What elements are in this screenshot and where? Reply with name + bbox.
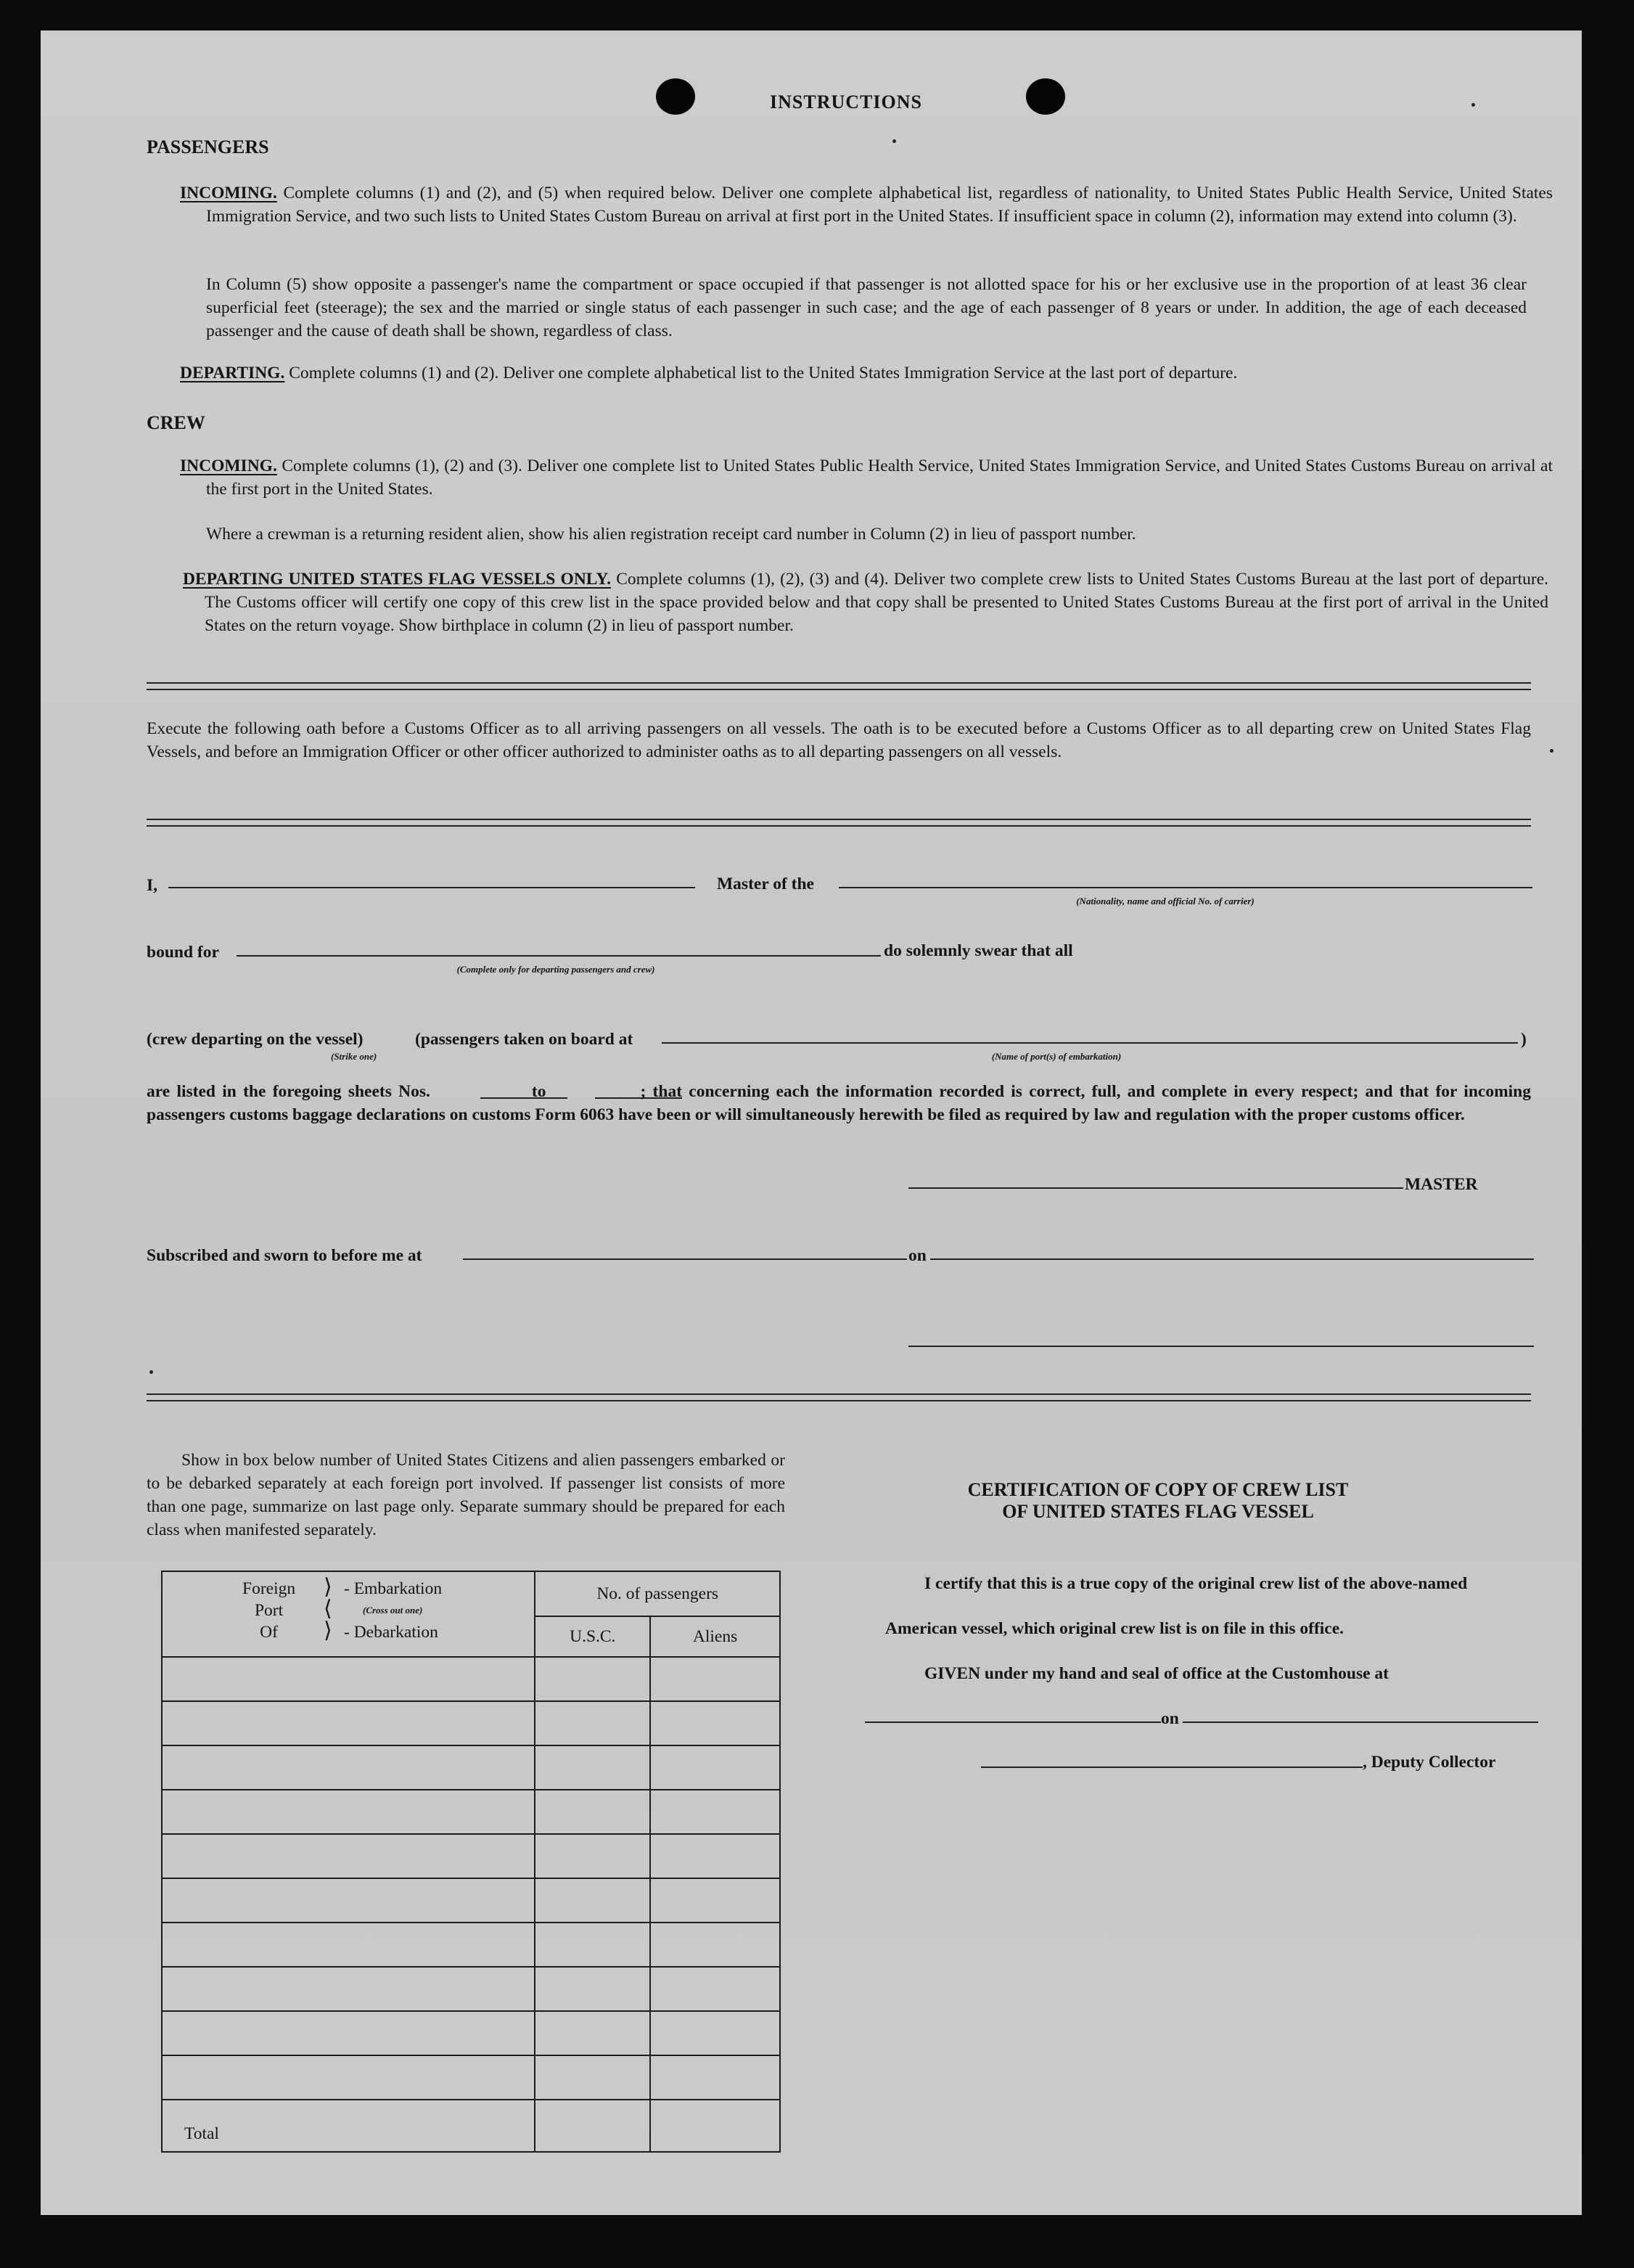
passenger-summary-table <box>161 1571 781 2153</box>
port-cell[interactable] <box>162 1834 535 1878</box>
oath-passengers-taken-label: (passengers taken on board at <box>415 1030 633 1049</box>
crew-incoming-paragraph <box>180 454 1553 501</box>
port-cell[interactable] <box>162 1923 535 1967</box>
table-row <box>162 1790 780 1834</box>
aliens-cell[interactable] <box>650 2055 780 2100</box>
table-row <box>162 1878 780 1923</box>
deputy-signature-field[interactable] <box>981 1766 1363 1768</box>
aliens-cell[interactable] <box>650 1657 780 1701</box>
oath-crew-departing-label: (crew departing on the vessel) <box>147 1030 364 1049</box>
certification-date-field[interactable] <box>1183 1722 1538 1723</box>
aliens-cell[interactable] <box>650 1967 780 2011</box>
table-row <box>162 1834 780 1878</box>
usc-total-cell[interactable] <box>535 2100 650 2152</box>
crew-departing-label: DEPARTING UNITED STATES FLAG VESSELS ONLY. <box>183 570 612 589</box>
usc-cell[interactable] <box>535 1834 650 1878</box>
section-divider <box>147 819 1531 827</box>
nationality-caption: (Nationality, name and official No. of carrier) <box>1076 896 1255 906</box>
aliens-cell[interactable] <box>650 1878 780 1923</box>
aliens-cell[interactable] <box>650 1923 780 1967</box>
usc-header: U.S.C. <box>535 1616 650 1657</box>
table-row <box>162 1923 780 1967</box>
aliens-header: Aliens <box>650 1616 780 1657</box>
col-of: Of <box>260 1623 278 1642</box>
table-row <box>162 1967 780 2011</box>
col-foreign: Foreign <box>242 1579 296 1598</box>
total-label: Total <box>162 2100 535 2152</box>
table-row <box>162 2011 780 2055</box>
oath-i-label: I, <box>147 876 158 895</box>
master-signature-field[interactable] <box>908 1187 1403 1189</box>
crew-incoming-text: Complete columns (1), (2) and (3). Deliver one complete list to United States Public Health Service, United States Immigration Service, and United States Customs Bureau on arrival at the first port in the United States. <box>206 457 1553 499</box>
col-port: Port <box>254 1601 284 1620</box>
crew-departing-text: Complete columns (1), (2), (3) and (4). Deliver two complete crew lists to United States Customs Bureau at the last port of departure. The Customs officer will certify one copy of this crew list in the space provided below and that copy shall be presented to United States Customs Bureau at the first port of arrival in the United States on the return voyage. Show birthplace in column (2) in lieu of passport number. <box>205 570 1548 635</box>
officer-signature-field[interactable] <box>908 1346 1534 1347</box>
port-embarkation-field[interactable] <box>662 1042 1518 1044</box>
aliens-total-cell[interactable] <box>650 2100 780 2152</box>
usc-cell[interactable] <box>535 2011 650 2055</box>
complete-caption: (Complete only for departing passengers and crew) <box>456 964 655 975</box>
usc-cell[interactable] <box>535 1745 650 1790</box>
table-row <box>162 1657 780 1701</box>
table-row <box>162 2055 780 2100</box>
port-cell[interactable] <box>162 2011 535 2055</box>
form-page <box>41 30 1582 2215</box>
paper-speck <box>892 139 896 143</box>
oath-listed-paragraph <box>147 1080 1531 1126</box>
master-signature-label: MASTER <box>1405 1175 1478 1194</box>
oath-master-of-label: Master of the <box>717 875 814 893</box>
crew-departing-paragraph <box>183 568 1548 637</box>
subscribed-date-field[interactable] <box>930 1258 1534 1260</box>
total-row <box>162 2100 780 2152</box>
usc-cell[interactable] <box>535 1701 650 1745</box>
passengers-departing-label: DEPARTING. <box>180 364 285 382</box>
certify-text: I certify that this is a true copy of the original crew list of the above-named <box>924 1574 1468 1593</box>
certification-on-label: on <box>1161 1709 1179 1728</box>
carrier-field[interactable] <box>839 887 1532 888</box>
strike-caption: (Strike one) <box>331 1051 377 1062</box>
customhouse-place-field[interactable] <box>865 1722 1161 1723</box>
master-name-field[interactable] <box>168 887 695 888</box>
certification-title-1: CERTIFICATION OF COPY OF CREW LIST <box>967 1479 1349 1500</box>
table-row <box>162 1701 780 1745</box>
given-text: GIVEN under my hand and seal of office at the Customhouse at <box>924 1664 1389 1683</box>
col-debarkation: - Debarkation <box>344 1623 438 1642</box>
section-divider <box>147 1393 1531 1401</box>
usc-cell[interactable] <box>535 1790 650 1834</box>
usc-cell[interactable] <box>535 1967 650 2011</box>
aliens-cell[interactable] <box>650 1790 780 1834</box>
aliens-cell[interactable] <box>650 1834 780 1878</box>
port-cell[interactable] <box>162 2055 535 2100</box>
usc-cell[interactable] <box>535 1878 650 1923</box>
deputy-collector-label: , Deputy Collector <box>1363 1753 1496 1772</box>
oath-listed-to: to <box>531 1082 546 1101</box>
col-embarkation: - Embarkation <box>344 1579 443 1598</box>
passengers-column5-paragraph: In Column (5) show opposite a passenger's name the compartment or space occupied if that passenger is not allotted space for his or her exclusive use in the proportion of at least 36 clear superficial feet (steerage); the sex and the married or single status of each passenger in such case; and the age of each passenger of 8 years or under. In addition, the age of each deceased passenger and the cause of death shall be shown, regardless of class. <box>206 275 1527 340</box>
foreign-port-header: Foreign Port Of ⟩ ⟨ ⟩ - Embarkation (Cross out one) - Debarkation <box>162 1571 535 1657</box>
passengers-departing-paragraph <box>180 361 1527 385</box>
port-cell[interactable] <box>162 1745 535 1790</box>
aliens-cell[interactable] <box>650 2011 780 2055</box>
oath-close-paren: ) <box>1521 1030 1527 1049</box>
usc-cell[interactable] <box>535 1657 650 1701</box>
col-cross: (Cross out one) <box>363 1605 423 1616</box>
summary-intro-paragraph: Show in box below number of United States Citizens and alien passengers embarked or to be debarked separately at each foreign port involved. If passenger list consists of more than one page, summarize on last page only. Separate summary should be prepared for each class when manifested separately. <box>147 1451 785 1539</box>
usc-cell[interactable] <box>535 1923 650 1967</box>
oath-swear-label: do solemnly swear that all <box>884 941 1073 960</box>
bound-for-field[interactable] <box>237 955 881 957</box>
aliens-cell[interactable] <box>650 1701 780 1745</box>
port-cell[interactable] <box>162 1878 535 1923</box>
no-passengers-header: No. of passengers <box>535 1571 780 1616</box>
crew-heading: CREW <box>147 412 205 433</box>
certification-title-2: OF UNITED STATES FLAG VESSEL <box>1002 1501 1314 1522</box>
crew-incoming-label: INCOMING. <box>180 457 277 475</box>
passengers-incoming-label: INCOMING. <box>180 184 277 202</box>
subscribed-on-label: on <box>908 1246 927 1265</box>
table-row <box>162 1745 780 1790</box>
port-cell[interactable] <box>162 1657 535 1701</box>
aliens-cell[interactable] <box>650 1745 780 1790</box>
punch-hole-right <box>1026 78 1065 115</box>
oath-listed-text-1: are listed in the foregoing sheets Nos. <box>147 1082 430 1101</box>
usc-cell[interactable] <box>535 2055 650 2100</box>
port-cell[interactable] <box>162 1790 535 1834</box>
passengers-heading: PASSENGERS <box>147 136 269 157</box>
paper-speck <box>1471 103 1475 107</box>
section-divider <box>147 682 1531 690</box>
port-cell[interactable] <box>162 1967 535 2011</box>
passengers-incoming-text: Complete columns (1) and (2), and (5) when required below. Deliver one complete alphabetical list, regardless of nationality, to United States Public Health Service, United States Immigration Service, and two such lists to United States Custom Bureau on arrival at first port in the United States. If insufficient space in column (2), information may extend into column (3). <box>206 184 1553 226</box>
port-cell[interactable] <box>162 1701 535 1745</box>
punch-hole-left <box>656 78 695 115</box>
paper-speck <box>149 1370 153 1374</box>
oath-bound-for-label: bound for <box>147 943 219 962</box>
oath-listed-text-2: ; that concerning each the information recorded is correct, full, and complete in every respect; and that for incoming passengers customs baggage declarations on customs Form 6063 have been or will simultaneously herewith be filed as required by law and regulation with the proper customs officer. <box>147 1082 1531 1124</box>
paper-speck <box>1550 749 1553 753</box>
subscribed-place-field[interactable] <box>463 1258 907 1260</box>
american-vessel-text: American vessel, which original crew list is on file in this office. <box>885 1619 1344 1638</box>
crew-resident-paragraph: Where a crewman is a returning resident alien, show his alien registration receipt card number in Column (2) in lieu of passport number. <box>206 525 1136 544</box>
subscribed-label: Subscribed and sworn to before me at <box>147 1246 422 1265</box>
page-title: INSTRUCTIONS <box>770 91 922 112</box>
passengers-departing-text: Complete columns (1) and (2). Deliver one complete alphabetical list to the United States Immigration Service at the last port of departure. <box>289 364 1238 382</box>
port-caption: (Name of port(s) of embarkation) <box>991 1051 1122 1062</box>
passengers-incoming-paragraph <box>180 181 1553 228</box>
oath-intro-paragraph: Execute the following oath before a Customs Officer as to all arriving passengers on all vessels. The oath is to be executed before a Customs Officer as to all departing crew on United States Flag Vessels, and before an Immigration Officer or other officer authorized to administer oaths as to all departing passengers on all vessels. <box>147 719 1531 761</box>
